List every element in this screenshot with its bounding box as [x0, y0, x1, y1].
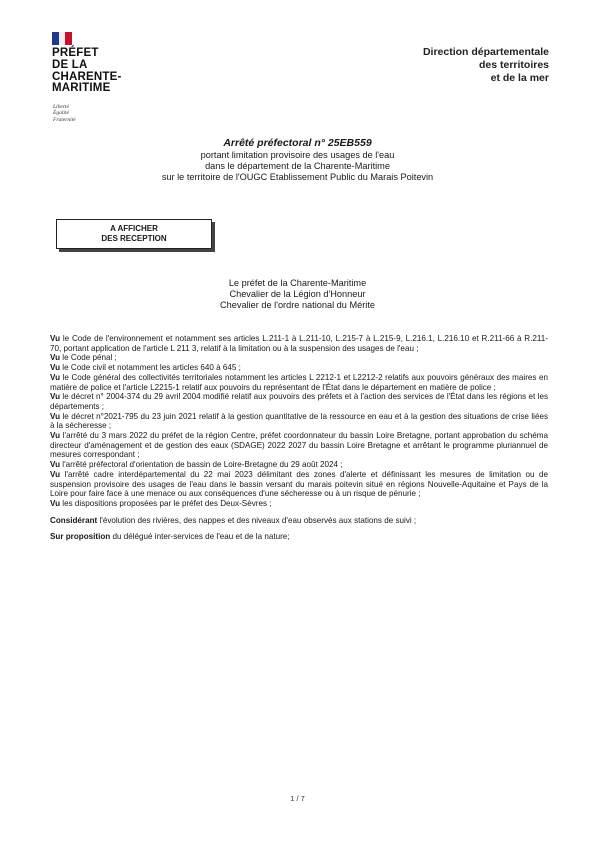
visa-lead: Vu: [50, 411, 61, 421]
direction-line: et de la mer: [490, 71, 549, 84]
visa-lead: Vu: [50, 431, 61, 441]
motto-line: Égalité: [53, 110, 69, 117]
visa-paragraph: [50, 373, 548, 392]
prefect-title-line: Chevalier de l'ordre national du Mérite: [220, 300, 375, 310]
posting-notice-line: DES RECEPTION: [101, 234, 167, 244]
page-number: 1 / 7: [290, 794, 305, 803]
visa-lead: Vu: [50, 363, 61, 373]
visa-lead: Vu: [50, 498, 61, 508]
decree-title: Arrêté préfectoral n° 25EB559: [223, 137, 372, 149]
decree-body: [50, 334, 548, 542]
logo-line: PRÉFET: [52, 47, 99, 59]
logo-line: CHARENTE-: [52, 70, 122, 83]
visa-paragraph: [50, 363, 548, 373]
visa-paragraph: [50, 460, 548, 470]
logo-line: DE LA: [52, 58, 88, 71]
motto-line: Fraternité: [53, 116, 76, 123]
visa-paragraph: [50, 412, 548, 431]
visa-paragraph: [50, 470, 548, 499]
posting-notice-line: A AFFICHER: [110, 224, 158, 233]
visa-text: le Code pénal ;: [60, 353, 117, 363]
visa-lead: Vu: [50, 372, 61, 382]
decree-subtitle-line: portant limitation provisoire des usages de l'eau: [200, 150, 395, 160]
proposition-paragraph: [50, 532, 548, 542]
prefect-titles: [0, 278, 595, 311]
visa-lead: Vu: [50, 334, 61, 343]
visa-text: le décret n° 2004-374 du 29 avril 2004 modifié relatif aux pouvoirs des préfets et à l'action des services de l'État dans les régions et les départements ;: [50, 392, 548, 411]
visa-text: l'arrêté préfectoral d'orientation de bassin de Loire-Bretagne du 29 août 2024 ;: [60, 460, 343, 470]
decree-title-block: [0, 137, 595, 184]
visa-text: l'arrêté cadre interdépartemental du 22 mai 2023 délimitant des zones d'alerte et définissant les mesures de limitation ou de suspension provisoire des usages de l'eau dans le bassin versant du marais poitevin situé en régions Nouvelle-Aquitaine et Pays de la Loire pour faire face à une menace ou aux conséquences d'une sécheresse ou à un risque de pénurie ;: [50, 469, 548, 499]
visa-paragraph: [50, 334, 548, 353]
proposition-lead: Sur proposition: [50, 532, 111, 542]
prefect-title-line: Chevalier de la Légion d'Honneur: [229, 289, 366, 299]
visa-lead: Vu: [50, 353, 61, 363]
prefect-title-line: Le préfet de la Charente-Maritime: [228, 278, 367, 288]
proposition-text: du délégué inter-services de l'eau et de la nature;: [110, 532, 290, 542]
direction-line: des territoires: [478, 58, 549, 71]
decree-subtitle-line: sur le territoire de l'OUGC Etablissement Public du Marais Poitevin: [161, 172, 434, 183]
issuing-direction: [423, 46, 549, 84]
considerant-text: l'évolution des rivières, des nappes et des niveaux d'eau observés aux stations de suivi ;: [97, 515, 417, 525]
visa-lead: Vu: [50, 392, 61, 402]
direction-line: Direction départementale: [422, 46, 549, 58]
visa-text: le décret n°2021-795 du 23 juin 2021 relatif à la gestion quantitative de la ressource en eau et à la gestion des situations de crise liées à la sécheresse ;: [50, 411, 548, 431]
visa-paragraph: [50, 392, 548, 411]
considerant-lead: Considérant: [50, 515, 98, 525]
visa-text: le Code général des collectivités territoriales notamment les articles L 2212-1 et L2212-2 relatifs aux pouvoirs généraux des maires en matière de police et l'article L2215-1 relatif aux pouvoirs du représentant de l'État dans le département en matière de police ;: [50, 372, 548, 392]
visa-paragraph: [50, 499, 548, 509]
visa-text: les dispositions proposées par le préfet des Deux-Sèvres ;: [60, 498, 272, 508]
visa-text: l'arrêté du 3 mars 2022 du préfet de la région Centre, préfet coordonnateur du bassin Loire Bretagne, portant approbation du schéma directeur d'aménagement et de gestion des eaux (SDAGE) 2022 2027 du bassin Loire Bretagne et arrêtant le programme pluriannuel de mesures correspondant ;: [50, 431, 548, 460]
logo-line: MARITIME: [52, 82, 111, 95]
visa-lead: Vu: [50, 469, 61, 479]
visa-text: le Code civil et notamment les articles 640 à 645 ;: [60, 363, 241, 373]
posting-notice-box: [56, 219, 212, 249]
prefecture-logo-text: [52, 48, 122, 95]
visa-text: le Code de l'environnement et notamment ses articles L.211-1 à L.211-10, L.215-7 à L.215-9, L.216.1, L.216.10 et R.211-66 à R.211-70, portant application de l'article L 211 3, relatif à la limitation ou à la suspension des usages de l'eau ;: [50, 334, 548, 353]
motto-line: Liberté: [53, 104, 69, 110]
marianne-flag-icon: [52, 32, 72, 45]
visa-lead: Vu: [50, 460, 61, 470]
decree-subtitle-line: dans le département de la Charente-Maritime: [205, 161, 390, 172]
republic-motto: [53, 104, 76, 123]
visa-paragraph: [50, 353, 548, 363]
considerant-paragraph: [50, 516, 548, 526]
visa-paragraph: [50, 431, 548, 460]
